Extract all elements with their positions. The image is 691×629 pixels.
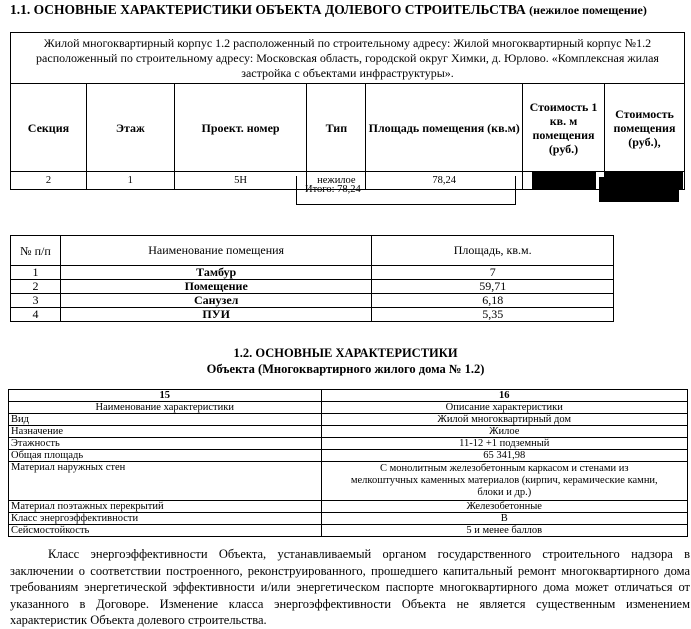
room-area: 6,18 [372,294,614,308]
col-num-16: 16 [321,390,687,402]
paragraph-text: Класс энергоэффективности Объекта, устанавливаемый органом государственного строительного надзора в заключении о соответствии построенного, реконструированного, прошедшего капитальный ремонт многоквартирного дома требованиям энергетической эффективности и/или энергетическом паспорте многоквартирного дома может отличаться от указанного в Договоре. Изменение класса энергоэффективности Объекта не является существенным изменением характеристик Объекта долевого строительства. [10,547,690,627]
col-header-price-per-sqm: Стоимость 1 кв. м помещения (руб.) [523,84,605,172]
cell-project-number: 5Н [174,172,307,190]
table-row [9,525,688,537]
section-heading-2-sub: Объекта (Многоквартирного жилого дома № 1.2) [206,362,485,376]
room-name: Тамбур [60,266,371,280]
object-address: Жилой многоквартирный корпус 1.2 расположенный по строительному адресу: Жилой многоквартирный корпус №1.2 расположенный по строительному адресу: Московская область, городской округ Химки, д. Юрлово. «Комплексная жилая застройка с объектами инфраструктуры». [11,33,685,84]
char-header-name: Наименование характеристики [9,402,322,414]
char-header-value: Описание характеристики [321,402,687,414]
char-name: Материал наружных стен [9,462,322,501]
col-header-type: Тип [307,84,366,172]
redaction-block-total [599,177,679,202]
table-row [11,280,614,294]
col-header-project-number: Проект. номер [174,84,307,172]
table-row [9,513,688,525]
heading-1-main: 1.1. ОСНОВНЫЕ ХАРАКТЕРИСТИКИ ОБЪЕКТА ДОЛЕВОГО СТРОИТЕЛЬСТВА [10,2,526,17]
col-header-floor: Этаж [86,84,174,172]
char-value: 5 и менее баллов [321,525,687,537]
char-value: 11-12 +1 подземный [321,438,687,450]
cell-section: 2 [11,172,87,190]
section-heading-2: 1.2. ОСНОВНЫЕ ХАРАКТЕРИСТИКИ [233,346,458,360]
table-row [9,426,688,438]
heading-1-sub: (нежилое помещение) [529,3,647,17]
room-num: 1 [11,266,61,280]
cell-type: нежилое [307,172,366,190]
table-row [9,414,688,426]
char-name: Вид [9,414,322,426]
table-row [9,450,688,462]
char-value: С монолитным железобетонным каркасом и стенами из мелкоштучных каменных материалов (кирпич, керамические камни, блоки и др.) [321,462,687,501]
char-value: Жилой многоквартирный дом [321,414,687,426]
char-value: Жилое [321,426,687,438]
col-header-area: Площадь помещения (кв.м) [366,84,523,172]
rooms-header-area: Площадь, кв.м. [372,236,614,266]
char-name: Материал поэтажных перекрытий [9,501,322,513]
char-name: Класс энергоэффективности [9,513,322,525]
char-value: 65 341,98 [321,450,687,462]
room-num: 3 [11,294,61,308]
char-value: В [321,513,687,525]
table-row [11,294,614,308]
room-area: 59,71 [372,280,614,294]
char-name: Сейсмостойкость [9,525,322,537]
char-value: Железобетонные [321,501,687,513]
table-row [11,308,614,322]
room-area: 7 [372,266,614,280]
table-row [9,462,688,501]
char-name: Общая площадь [9,450,322,462]
object-table [10,32,685,190]
cell-area: 78,24 [366,172,523,190]
room-name: Помещение [60,280,371,294]
rooms-header-num: № п/п [11,236,61,266]
table-row [11,266,614,280]
cell-floor: 1 [86,172,174,190]
rooms-header-name: Наименование помещения [60,236,371,266]
section-heading-1 [10,2,647,18]
characteristics-table [8,389,688,537]
room-area: 5,35 [372,308,614,322]
table-row [9,501,688,513]
char-name: Этажность [9,438,322,450]
col-num-15: 15 [9,390,322,402]
col-header-total-price: Стоимость помещения (руб.), [604,84,684,172]
char-name: Назначение [9,426,322,438]
table-row [9,438,688,450]
total-area-box [296,176,516,205]
rooms-table [10,235,614,322]
room-name: Санузел [60,294,371,308]
room-num: 2 [11,280,61,294]
redaction-block [532,172,596,189]
total-area-label: Итого: 78,24 [305,184,361,195]
cell-price-per-sqm-redacted [523,172,605,190]
room-name: ПУИ [60,308,371,322]
room-num: 4 [11,308,61,322]
energy-class-paragraph [10,546,690,629]
col-header-section: Секция [11,84,87,172]
